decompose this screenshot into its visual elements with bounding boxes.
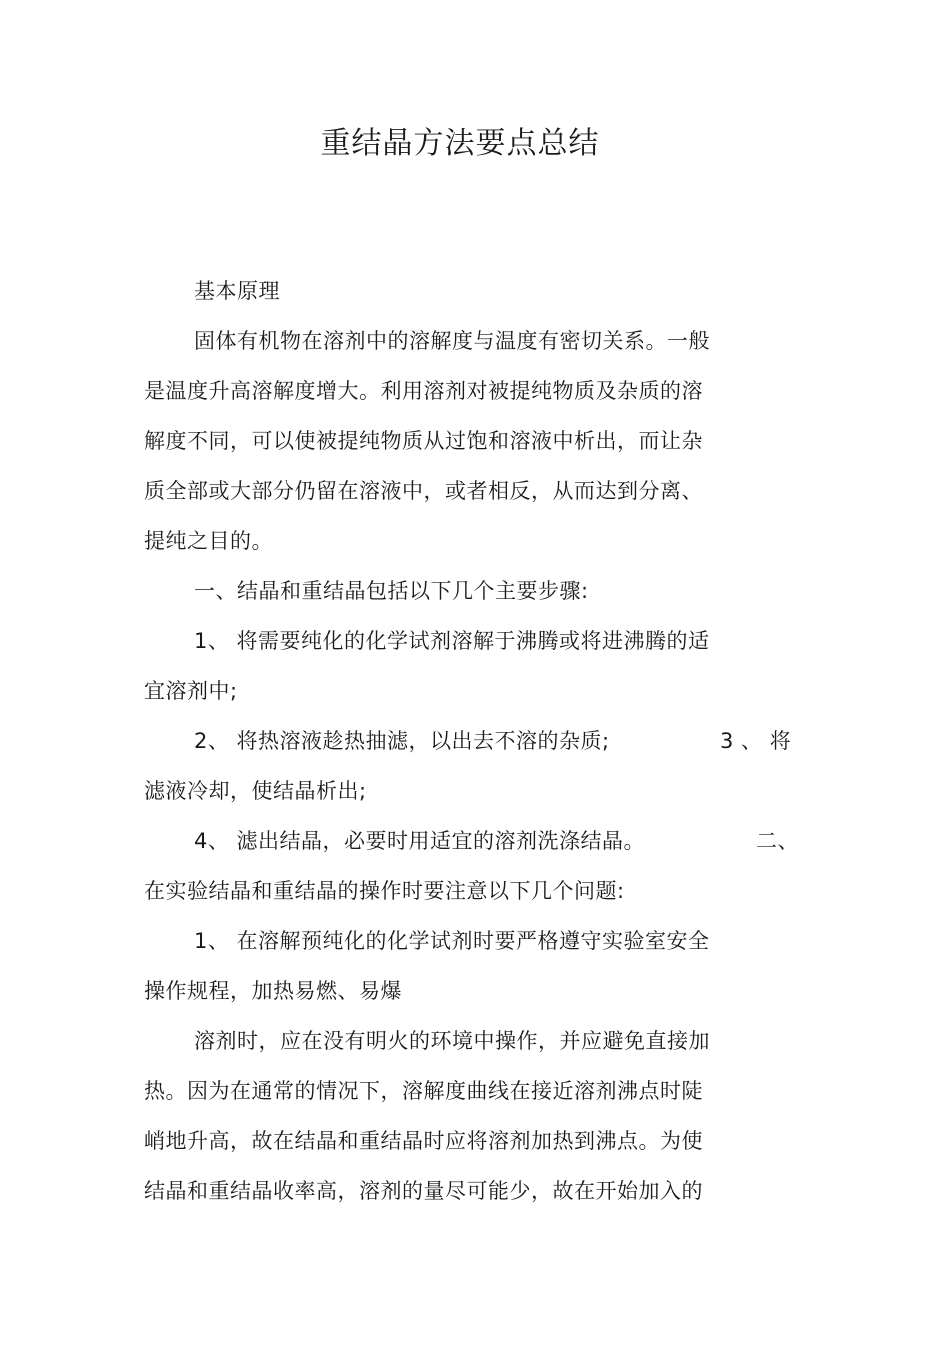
paragraph-line: 操作规程，加热易燃、易爆 — [144, 979, 402, 1003]
paragraph-line: 提纯之目的。 — [144, 529, 273, 553]
paragraph-line: 滤液冷却，使结晶析出; — [144, 779, 367, 803]
step-item-2: 2、 将热溶液趁热抽滤，以出去不溶的杂质; — [194, 729, 610, 753]
section-heading-principle: 基本原理 — [194, 279, 280, 303]
paragraph-line: 溶剂时，应在没有明火的环境中操作，并应避免直接加 — [194, 1029, 710, 1053]
paragraph-line: 质全部或大部分仍留在溶液中，或者相反，从而达到分离、 — [144, 479, 703, 503]
paragraph-line: 宜溶剂中; — [144, 679, 238, 703]
step-item-1: 1、 将需要纯化的化学试剂溶解于沸腾或将进沸腾的适 — [194, 629, 710, 653]
paragraph-line: 峭地升高，故在结晶和重结晶时应将溶剂加热到沸点。为使 — [144, 1129, 703, 1153]
section-number-two: 二、 — [756, 829, 799, 853]
paragraph-line: 是温度升高溶解度增大。利用溶剂对被提纯物质及杂质的溶 — [144, 379, 703, 403]
note-item-1: 1、 在溶解预纯化的化学试剂时要严格遵守实验室安全 — [194, 929, 710, 953]
paragraph-line: 解度不同，可以使被提纯物质从过饱和溶液中析出，而让杂 — [144, 429, 703, 453]
section-heading-steps: 一、结晶和重结晶包括以下几个主要步骤: — [194, 579, 589, 603]
document-title: 重结晶方法要点总结 — [320, 126, 600, 161]
paragraph-line: 热。因为在通常的情况下，溶解度曲线在接近溶剂沸点时陡 — [144, 1079, 703, 1103]
step-item-4: 4、 滤出结晶，必要时用适宜的溶剂洗涤结晶。 — [194, 829, 646, 853]
paragraph-line: 固体有机物在溶剂中的溶解度与温度有密切关系。一般 — [194, 329, 710, 353]
paragraph-line: 结晶和重结晶收率高，溶剂的量尽可能少，故在开始加入的 — [144, 1179, 703, 1203]
section-heading-notes: 在实验结晶和重结晶的操作时要注意以下几个问题: — [144, 879, 625, 903]
step-item-3: 3 、 将 — [720, 729, 792, 753]
